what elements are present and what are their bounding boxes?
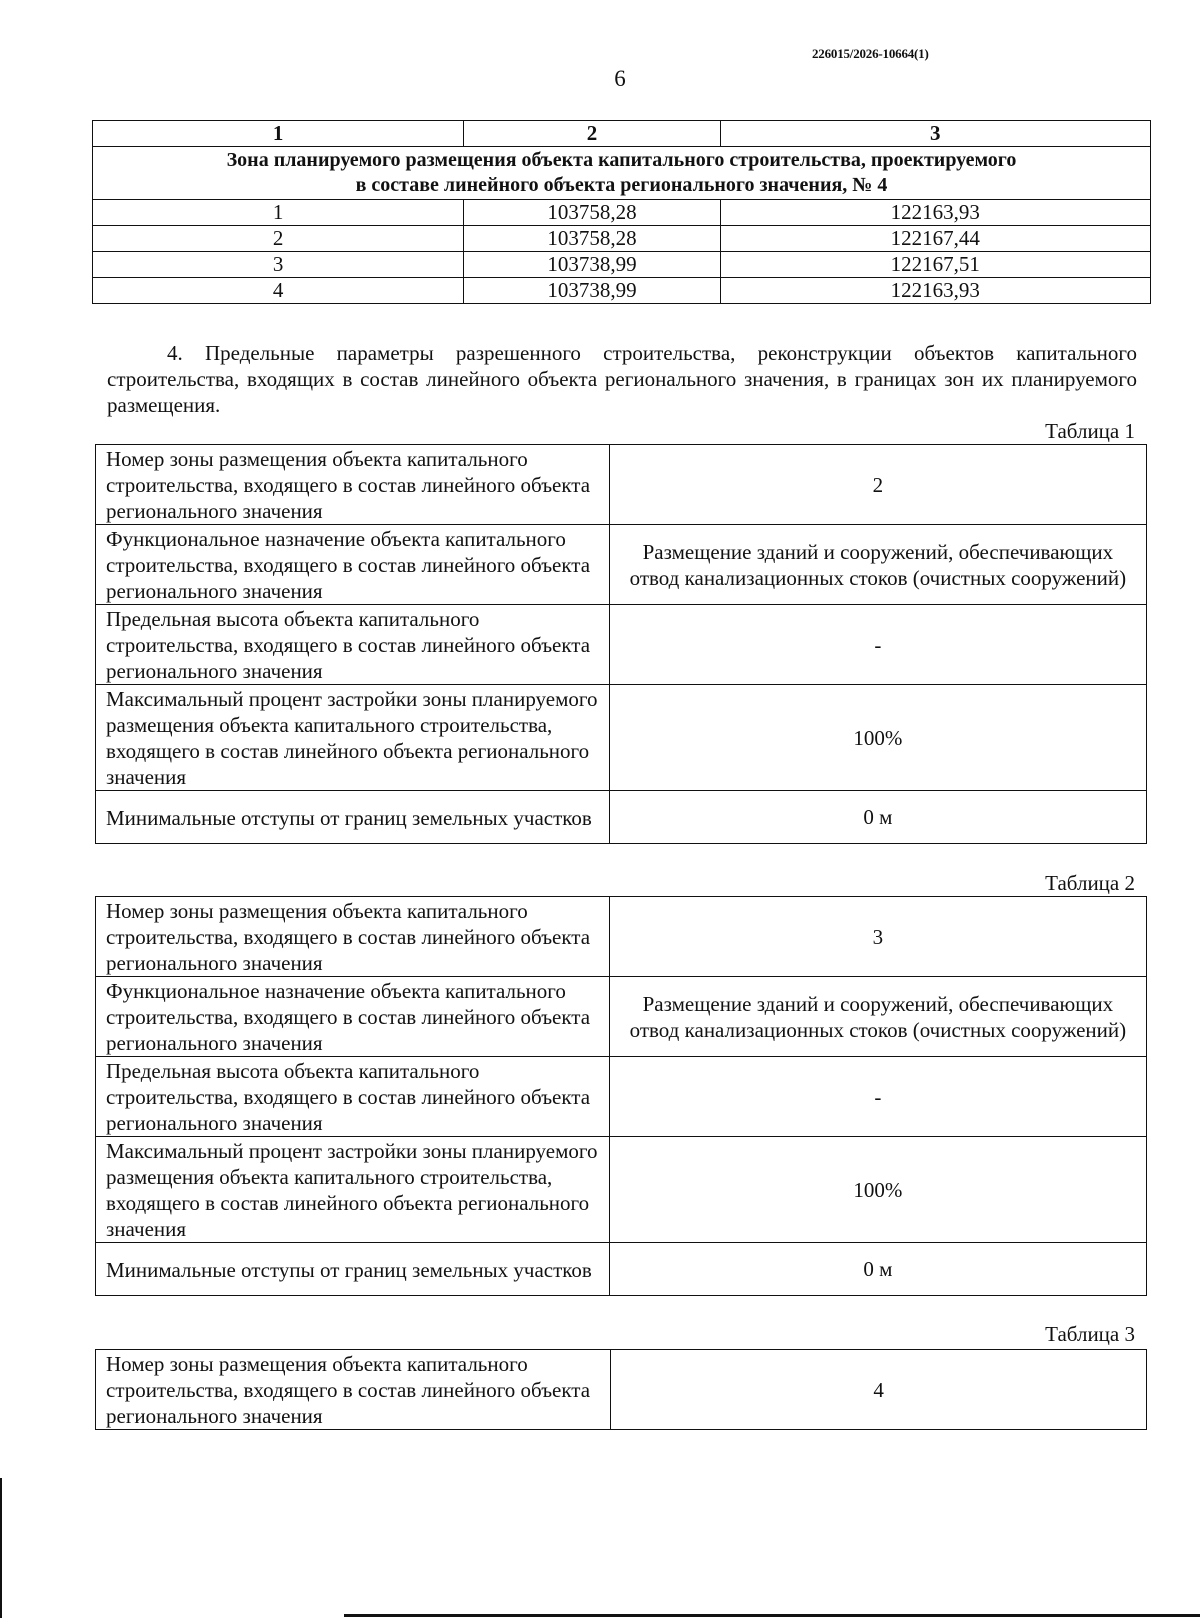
table-row <box>96 605 1147 685</box>
coordinates-header-row <box>93 121 1151 147</box>
point-number: 4 <box>93 278 464 304</box>
min-setback-label: Минимальные отступы от границ земельных участков <box>96 1243 610 1296</box>
point-number: 3 <box>93 252 464 278</box>
function-value: Размещение зданий и сооружений, обеспечивающих отвод канализационных стоков (очистных сооружений) <box>609 977 1146 1057</box>
document-number: 226015/2026-10664(1) <box>812 46 929 61</box>
coordinate-x: 103738,99 <box>464 278 720 304</box>
coordinate-x: 103738,99 <box>464 252 720 278</box>
table-row <box>96 1057 1147 1137</box>
table-row <box>96 1243 1147 1296</box>
min-setback-label: Минимальные отступы от границ земельных участков <box>96 791 610 844</box>
table-row <box>96 977 1147 1057</box>
column-header-1: 1 <box>93 121 464 147</box>
table-row <box>96 791 1147 844</box>
max-coverage-label: Максимальный процент застройки зоны планируемого размещения объекта капитального строительства, входящего в состав линейного объекта регионального значения <box>96 685 610 791</box>
zone-number-value: 3 <box>609 897 1146 977</box>
coordinate-x: 103758,28 <box>464 200 720 226</box>
function-label: Функциональное назначение объекта капитального строительства, входящего в состав линейного объекта регионального значения <box>96 977 610 1057</box>
coordinate-y: 122167,44 <box>720 226 1150 252</box>
table-row <box>96 1350 1147 1430</box>
table-2-caption: Таблица 2 <box>1045 871 1135 895</box>
zone-number-label: Номер зоны размещения объекта капитального строительства, входящего в состав линейного объекта регионального значения <box>96 1350 611 1430</box>
function-value: Размещение зданий и сооружений, обеспечивающих отвод канализационных стоков (очистных сооружений) <box>609 525 1146 605</box>
parameters-table-2 <box>95 896 1147 1296</box>
zone-title-line-2: в составе линейного объекта регионального значения, № 4 <box>355 174 888 196</box>
table-row <box>93 200 1151 226</box>
scan-edge-mark <box>0 1478 2 1618</box>
parameters-table-1 <box>95 444 1147 844</box>
max-height-label: Предельная высота объекта капитального строительства, входящего в состав линейного объекта регионального значения <box>96 605 610 685</box>
point-number: 1 <box>93 200 464 226</box>
zone-title <box>93 147 1151 200</box>
zone-number-label: Номер зоны размещения объекта капитального строительства, входящего в состав линейного объекта регионального значения <box>96 897 610 977</box>
column-header-2: 2 <box>464 121 720 147</box>
function-label: Функциональное назначение объекта капитального строительства, входящего в состав линейного объекта регионального значения <box>96 525 610 605</box>
zone-number-value: 4 <box>611 1350 1147 1430</box>
max-height-value: - <box>609 605 1146 685</box>
table-row <box>96 1137 1147 1243</box>
min-setback-value: 0 м <box>609 791 1146 844</box>
max-coverage-label: Максимальный процент застройки зоны планируемого размещения объекта капитального строительства, входящего в состав линейного объекта регионального значения <box>96 1137 610 1243</box>
table-row <box>96 897 1147 977</box>
page-number: 6 <box>614 66 626 91</box>
max-height-label: Предельная высота объекта капитального строительства, входящего в состав линейного объекта регионального значения <box>96 1057 610 1137</box>
coordinate-y: 122163,93 <box>720 278 1150 304</box>
zone-title-row <box>93 147 1151 200</box>
max-coverage-value: 100% <box>609 685 1146 791</box>
zone-title-line-1: Зона планируемого размещения объекта капитального строительства, проектируемого <box>226 149 1017 171</box>
column-header-3: 3 <box>720 121 1150 147</box>
table-row <box>96 685 1147 791</box>
min-setback-value: 0 м <box>609 1243 1146 1296</box>
table-3-caption: Таблица 3 <box>1045 1322 1135 1346</box>
table-row <box>93 226 1151 252</box>
coordinate-y: 122163,93 <box>720 200 1150 226</box>
parameters-table-3 <box>95 1349 1147 1430</box>
section-4-paragraph: 4. Предельные параметры разрешенного строительства, реконструкции объектов капитального строительства, входящих в состав линейного объекта регионального значения, в границах зон их планируемого размещения. <box>107 341 1137 417</box>
max-coverage-value: 100% <box>609 1137 1146 1243</box>
zone-number-label: Номер зоны размещения объекта капитального строительства, входящего в состав линейного объекта регионального значения <box>96 445 610 525</box>
table-row <box>93 252 1151 278</box>
scan-bottom-mark <box>344 1614 1200 1617</box>
coordinate-x: 103758,28 <box>464 226 720 252</box>
coordinates-table <box>92 120 1151 304</box>
table-row <box>96 525 1147 605</box>
point-number: 2 <box>93 226 464 252</box>
zone-number-value: 2 <box>609 445 1146 525</box>
table-row <box>96 445 1147 525</box>
table-1-caption: Таблица 1 <box>1045 419 1135 443</box>
coordinate-y: 122167,51 <box>720 252 1150 278</box>
table-row <box>93 278 1151 304</box>
max-height-value: - <box>609 1057 1146 1137</box>
